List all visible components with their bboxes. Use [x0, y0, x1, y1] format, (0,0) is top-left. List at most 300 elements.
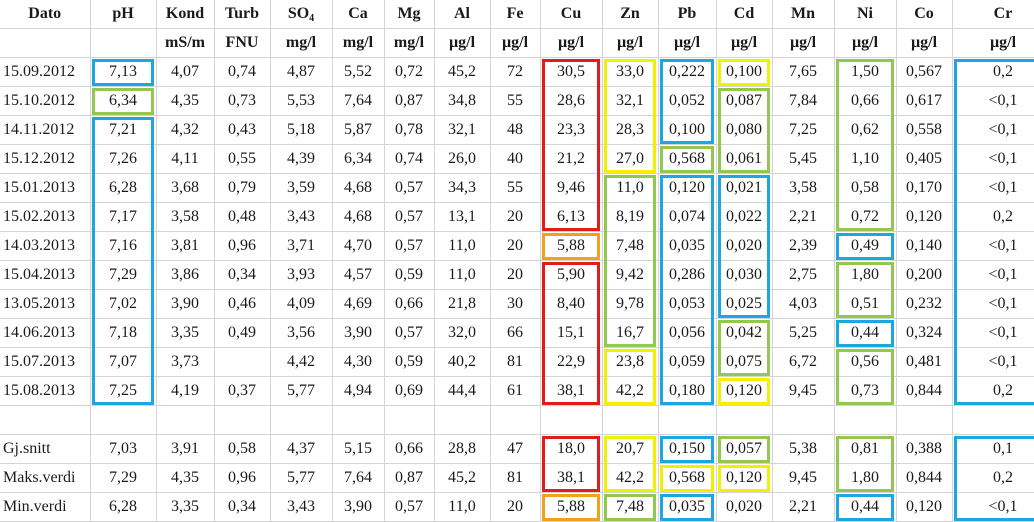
- row-label: 13.05.2013: [0, 290, 90, 319]
- cell-cu: 9,46: [540, 174, 602, 203]
- cell-ca: 5,15: [332, 435, 384, 464]
- cell-so4: 5,53: [270, 87, 332, 116]
- cell-cd: 0,021: [716, 174, 772, 203]
- unit-cd: µg/l: [716, 29, 772, 58]
- cell-ni: 0,49: [834, 232, 896, 261]
- empty-cell: [156, 406, 214, 435]
- cell-pb: 0,052: [658, 87, 716, 116]
- cell-cr: <0,1: [952, 232, 1034, 261]
- cell-fe: 81: [490, 348, 540, 377]
- cell-ca: 5,52: [332, 58, 384, 87]
- cell-al: 11,0: [434, 493, 490, 522]
- cell-cr: <0,1: [952, 174, 1034, 203]
- cell-zn: 42,2: [602, 464, 658, 493]
- row-label: 15.01.2013: [0, 174, 90, 203]
- cell-ca: 7,64: [332, 87, 384, 116]
- cell-zn: 20,7: [602, 435, 658, 464]
- cell-kond: 3,35: [156, 493, 214, 522]
- cell-co: 0,388: [896, 435, 952, 464]
- cell-ni: 1,50: [834, 58, 896, 87]
- cell-al: 34,3: [434, 174, 490, 203]
- cell-zn: 33,0: [602, 58, 658, 87]
- cell-ph: 7,03: [90, 435, 156, 464]
- cell-cd: 0,020: [716, 232, 772, 261]
- cell-al: 44,4: [434, 377, 490, 406]
- cell-pb: 0,150: [658, 435, 716, 464]
- header-pb: Pb: [658, 0, 716, 29]
- cell-turb: 0,49: [214, 319, 270, 348]
- cell-turb: 0,96: [214, 464, 270, 493]
- cell-cu: 23,3: [540, 116, 602, 145]
- cell-cu: 21,2: [540, 145, 602, 174]
- cell-so4: 4,39: [270, 145, 332, 174]
- cell-zn: 8,19: [602, 203, 658, 232]
- cell-mg: 0,59: [384, 348, 434, 377]
- cell-turb: 0,34: [214, 493, 270, 522]
- cell-cu: 18,0: [540, 435, 602, 464]
- cell-ni: 0,66: [834, 87, 896, 116]
- cell-cd: 0,030: [716, 261, 772, 290]
- cell-cd: 0,080: [716, 116, 772, 145]
- cell-turb: 0,96: [214, 232, 270, 261]
- cell-pb: 0,035: [658, 493, 716, 522]
- table-row: [0, 174, 1034, 203]
- cell-mg: 0,57: [384, 232, 434, 261]
- header-mn: Mn: [772, 0, 834, 29]
- cell-cd: 0,087: [716, 87, 772, 116]
- unit-ph: [90, 29, 156, 58]
- header-fe: Fe: [490, 0, 540, 29]
- cell-pb: 0,568: [658, 145, 716, 174]
- row-label: Gj.snitt: [0, 435, 90, 464]
- cell-ph: 7,18: [90, 319, 156, 348]
- cell-ni: 0,81: [834, 435, 896, 464]
- cell-ni: 1,80: [834, 261, 896, 290]
- cell-zn: 23,8: [602, 348, 658, 377]
- header-co: Co: [896, 0, 952, 29]
- empty-cell: [896, 406, 952, 435]
- table-row: [0, 261, 1034, 290]
- cell-so4: 4,87: [270, 58, 332, 87]
- cell-cu: 22,9: [540, 348, 602, 377]
- cell-turb: 0,48: [214, 203, 270, 232]
- empty-cell: [716, 406, 772, 435]
- row-label: 14.03.2013: [0, 232, 90, 261]
- cell-ni: 0,73: [834, 377, 896, 406]
- header-kond: Kond: [156, 0, 214, 29]
- cell-turb: 0,43: [214, 116, 270, 145]
- cell-ca: 4,94: [332, 377, 384, 406]
- row-label: 15.10.2012: [0, 87, 90, 116]
- cell-mn: 2,21: [772, 493, 834, 522]
- header-cd: Cd: [716, 0, 772, 29]
- cell-mn: 5,25: [772, 319, 834, 348]
- empty-cell: [332, 406, 384, 435]
- cell-pb: 0,286: [658, 261, 716, 290]
- table-body: [0, 58, 1034, 522]
- cell-ca: 6,34: [332, 145, 384, 174]
- cell-cd: 0,022: [716, 203, 772, 232]
- cell-cr: <0,1: [952, 261, 1034, 290]
- cell-co: 0,617: [896, 87, 952, 116]
- cell-kond: 3,73: [156, 348, 214, 377]
- cell-mg: 0,87: [384, 464, 434, 493]
- row-label: 15.07.2013: [0, 348, 90, 377]
- cell-cr: <0,1: [952, 116, 1034, 145]
- cell-cu: 38,1: [540, 377, 602, 406]
- cell-mn: 2,21: [772, 203, 834, 232]
- cell-ph: 6,34: [90, 87, 156, 116]
- cell-ph: 7,17: [90, 203, 156, 232]
- cell-fe: 61: [490, 377, 540, 406]
- cell-turb: 0,55: [214, 145, 270, 174]
- cell-cr: <0,1: [952, 348, 1034, 377]
- cell-zn: 7,48: [602, 232, 658, 261]
- cell-al: 32,0: [434, 319, 490, 348]
- empty-cell: [952, 406, 1034, 435]
- cell-so4: 5,77: [270, 377, 332, 406]
- cell-cd: 0,057: [716, 435, 772, 464]
- cell-so4: 3,59: [270, 174, 332, 203]
- unit-ca: mg/l: [332, 29, 384, 58]
- cell-mg: 0,69: [384, 377, 434, 406]
- cell-ca: 4,68: [332, 203, 384, 232]
- row-label: Maks.verdi: [0, 464, 90, 493]
- cell-mn: 7,84: [772, 87, 834, 116]
- summary-row: [0, 435, 1034, 464]
- unit-cu: µg/l: [540, 29, 602, 58]
- cell-cr: 0,2: [952, 464, 1034, 493]
- cell-ph: 7,21: [90, 116, 156, 145]
- cell-turb: [214, 348, 270, 377]
- row-label: Min.verdi: [0, 493, 90, 522]
- cell-pb: 0,180: [658, 377, 716, 406]
- cell-mn: 7,65: [772, 58, 834, 87]
- cell-al: 11,0: [434, 232, 490, 261]
- cell-so4: 5,77: [270, 464, 332, 493]
- cell-ph: 7,02: [90, 290, 156, 319]
- cell-al: 11,0: [434, 261, 490, 290]
- cell-kond: 4,19: [156, 377, 214, 406]
- empty-cell: [540, 406, 602, 435]
- cell-al: 26,0: [434, 145, 490, 174]
- table-row: [0, 87, 1034, 116]
- cell-so4: 3,56: [270, 319, 332, 348]
- cell-turb: 0,73: [214, 87, 270, 116]
- cell-fe: 20: [490, 493, 540, 522]
- unit-so4: mg/l: [270, 29, 332, 58]
- table-row: [0, 290, 1034, 319]
- cell-ph: 7,16: [90, 232, 156, 261]
- cell-turb: 0,58: [214, 435, 270, 464]
- cell-ph: 7,13: [90, 58, 156, 87]
- cell-ph: 6,28: [90, 174, 156, 203]
- cell-pb: 0,053: [658, 290, 716, 319]
- cell-cu: 15,1: [540, 319, 602, 348]
- cell-zn: 28,3: [602, 116, 658, 145]
- cell-fe: 48: [490, 116, 540, 145]
- cell-mg: 0,66: [384, 290, 434, 319]
- row-label: 15.04.2013: [0, 261, 90, 290]
- spacer-row: [0, 406, 1034, 435]
- cell-zn: 9,42: [602, 261, 658, 290]
- cell-mn: 2,75: [772, 261, 834, 290]
- cell-mg: 0,87: [384, 87, 434, 116]
- cell-cr: 0,2: [952, 377, 1034, 406]
- summary-row: [0, 464, 1034, 493]
- cell-mg: 0,57: [384, 319, 434, 348]
- cell-pb: 0,100: [658, 116, 716, 145]
- cell-fe: 72: [490, 58, 540, 87]
- row-label: 15.09.2012: [0, 58, 90, 87]
- cell-ni: 0,58: [834, 174, 896, 203]
- unit-cr: µg/l: [952, 29, 1034, 58]
- table-row: [0, 203, 1034, 232]
- cell-mn: 5,45: [772, 145, 834, 174]
- cell-zn: 27,0: [602, 145, 658, 174]
- cell-fe: 66: [490, 319, 540, 348]
- cell-cr: <0,1: [952, 493, 1034, 522]
- unit-fe: µg/l: [490, 29, 540, 58]
- cell-fe: 81: [490, 464, 540, 493]
- cell-pb: 0,222: [658, 58, 716, 87]
- cell-ni: 1,10: [834, 145, 896, 174]
- cell-so4: 4,09: [270, 290, 332, 319]
- cell-ca: 4,57: [332, 261, 384, 290]
- cell-zn: 9,78: [602, 290, 658, 319]
- header-ca: Ca: [332, 0, 384, 29]
- cell-zn: 11,0: [602, 174, 658, 203]
- unit-pb: µg/l: [658, 29, 716, 58]
- cell-al: 45,2: [434, 58, 490, 87]
- header-mg: Mg: [384, 0, 434, 29]
- cell-ca: 4,70: [332, 232, 384, 261]
- table-row: [0, 145, 1034, 174]
- cell-al: 28,8: [434, 435, 490, 464]
- cell-mn: 7,25: [772, 116, 834, 145]
- cell-pb: 0,056: [658, 319, 716, 348]
- unit-mg: mg/l: [384, 29, 434, 58]
- cell-ph: 7,07: [90, 348, 156, 377]
- cell-turb: 0,79: [214, 174, 270, 203]
- cell-al: 40,2: [434, 348, 490, 377]
- cell-co: 0,232: [896, 290, 952, 319]
- cell-ph: 7,29: [90, 261, 156, 290]
- row-label: 14.11.2012: [0, 116, 90, 145]
- cell-fe: 40: [490, 145, 540, 174]
- cell-turb: 0,46: [214, 290, 270, 319]
- row-label: 14.06.2013: [0, 319, 90, 348]
- cell-ca: 3,90: [332, 319, 384, 348]
- cell-al: 13,1: [434, 203, 490, 232]
- cell-ni: 0,56: [834, 348, 896, 377]
- cell-co: 0,405: [896, 145, 952, 174]
- cell-ph: 6,28: [90, 493, 156, 522]
- cell-kond: 4,35: [156, 87, 214, 116]
- cell-ca: 3,90: [332, 493, 384, 522]
- cell-ca: 4,68: [332, 174, 384, 203]
- cell-cd: 0,075: [716, 348, 772, 377]
- cell-co: 0,844: [896, 377, 952, 406]
- cell-cd: 0,120: [716, 464, 772, 493]
- cell-mn: 2,39: [772, 232, 834, 261]
- cell-pb: 0,035: [658, 232, 716, 261]
- cell-cr: <0,1: [952, 87, 1034, 116]
- cell-al: 21,8: [434, 290, 490, 319]
- empty-cell: [602, 406, 658, 435]
- cell-cu: 28,6: [540, 87, 602, 116]
- unit-mn: µg/l: [772, 29, 834, 58]
- cell-cd: 0,100: [716, 58, 772, 87]
- cell-co: 0,200: [896, 261, 952, 290]
- cell-so4: 3,93: [270, 261, 332, 290]
- cell-kond: 3,35: [156, 319, 214, 348]
- cell-co: 0,120: [896, 493, 952, 522]
- cell-ni: 0,62: [834, 116, 896, 145]
- cell-ph: 7,29: [90, 464, 156, 493]
- cell-zn: 42,2: [602, 377, 658, 406]
- table-row: [0, 116, 1034, 145]
- cell-mn: 6,72: [772, 348, 834, 377]
- cell-mg: 0,57: [384, 174, 434, 203]
- cell-cr: <0,1: [952, 145, 1034, 174]
- cell-mg: 0,57: [384, 203, 434, 232]
- row-label: 15.08.2013: [0, 377, 90, 406]
- cell-mn: 3,58: [772, 174, 834, 203]
- cell-cr: <0,1: [952, 290, 1034, 319]
- cell-so4: 4,37: [270, 435, 332, 464]
- cell-turb: 0,34: [214, 261, 270, 290]
- summary-row: [0, 493, 1034, 522]
- cell-ni: 0,72: [834, 203, 896, 232]
- empty-cell: [434, 406, 490, 435]
- cell-mg: 0,78: [384, 116, 434, 145]
- cell-co: 0,558: [896, 116, 952, 145]
- cell-al: 32,1: [434, 116, 490, 145]
- cell-zn: 7,48: [602, 493, 658, 522]
- row-label: 15.12.2012: [0, 145, 90, 174]
- cell-ni: 1,80: [834, 464, 896, 493]
- cell-kond: 4,07: [156, 58, 214, 87]
- cell-so4: 3,43: [270, 493, 332, 522]
- cell-cu: 5,88: [540, 232, 602, 261]
- cell-kond: 4,11: [156, 145, 214, 174]
- table-row: [0, 377, 1034, 406]
- row-label: 15.02.2013: [0, 203, 90, 232]
- unit-date: [0, 29, 90, 58]
- header-cr: Cr: [952, 0, 1034, 29]
- cell-mn: 9,45: [772, 377, 834, 406]
- cell-co: 0,324: [896, 319, 952, 348]
- cell-fe: 55: [490, 87, 540, 116]
- header-date: Dato: [0, 0, 90, 29]
- cell-cu: 8,40: [540, 290, 602, 319]
- cell-kond: 3,68: [156, 174, 214, 203]
- cell-zn: 16,7: [602, 319, 658, 348]
- empty-cell: [214, 406, 270, 435]
- cell-mg: 0,57: [384, 493, 434, 522]
- cell-cu: 30,5: [540, 58, 602, 87]
- cell-so4: 3,71: [270, 232, 332, 261]
- table-row: [0, 348, 1034, 377]
- cell-co: 0,170: [896, 174, 952, 203]
- empty-cell: [490, 406, 540, 435]
- cell-ni: 0,44: [834, 493, 896, 522]
- cell-zn: 32,1: [602, 87, 658, 116]
- cell-pb: 0,120: [658, 174, 716, 203]
- cell-co: 0,844: [896, 464, 952, 493]
- cell-pb: 0,568: [658, 464, 716, 493]
- cell-fe: 30: [490, 290, 540, 319]
- empty-cell: [658, 406, 716, 435]
- header-so4: $SO_4$: [270, 0, 332, 29]
- cell-ca: 5,87: [332, 116, 384, 145]
- header-al: Al: [434, 0, 490, 29]
- units-row: [0, 29, 1034, 58]
- cell-fe: 20: [490, 232, 540, 261]
- cell-so4: 3,43: [270, 203, 332, 232]
- header-turb: Turb: [214, 0, 270, 29]
- header-ni: Ni: [834, 0, 896, 29]
- cell-cu: 38,1: [540, 464, 602, 493]
- cell-turb: 0,37: [214, 377, 270, 406]
- cell-kond: 3,90: [156, 290, 214, 319]
- cell-cr: 0,2: [952, 203, 1034, 232]
- header-cu: Cu: [540, 0, 602, 29]
- cell-ca: 4,69: [332, 290, 384, 319]
- cell-kond: 3,81: [156, 232, 214, 261]
- cell-co: 0,567: [896, 58, 952, 87]
- cell-fe: 20: [490, 261, 540, 290]
- cell-mn: 5,38: [772, 435, 834, 464]
- header-row: [0, 0, 1034, 29]
- cell-cu: 6,13: [540, 203, 602, 232]
- cell-fe: 20: [490, 203, 540, 232]
- unit-al: µg/l: [434, 29, 490, 58]
- cell-kond: 3,58: [156, 203, 214, 232]
- cell-ni: 0,51: [834, 290, 896, 319]
- cell-cd: 0,120: [716, 377, 772, 406]
- cell-cr: 0,2: [952, 58, 1034, 87]
- cell-ph: 7,26: [90, 145, 156, 174]
- empty-cell: [772, 406, 834, 435]
- cell-turb: 0,74: [214, 58, 270, 87]
- cell-mn: 9,45: [772, 464, 834, 493]
- table-row: [0, 319, 1034, 348]
- unit-kond: mS/m: [156, 29, 214, 58]
- cell-mg: 0,72: [384, 58, 434, 87]
- cell-pb: 0,059: [658, 348, 716, 377]
- empty-cell: [834, 406, 896, 435]
- cell-cd: 0,020: [716, 493, 772, 522]
- cell-cd: 0,061: [716, 145, 772, 174]
- cell-co: 0,120: [896, 203, 952, 232]
- cell-ph: 7,25: [90, 377, 156, 406]
- empty-cell: [270, 406, 332, 435]
- cell-kond: 4,35: [156, 464, 214, 493]
- cell-kond: 3,91: [156, 435, 214, 464]
- cell-ni: 0,44: [834, 319, 896, 348]
- cell-al: 45,2: [434, 464, 490, 493]
- cell-ca: 4,30: [332, 348, 384, 377]
- header-zn: Zn: [602, 0, 658, 29]
- cell-so4: 4,42: [270, 348, 332, 377]
- cell-cd: 0,042: [716, 319, 772, 348]
- cell-co: 0,481: [896, 348, 952, 377]
- unit-zn: µg/l: [602, 29, 658, 58]
- unit-turb: FNU: [214, 29, 270, 58]
- cell-cu: 5,90: [540, 261, 602, 290]
